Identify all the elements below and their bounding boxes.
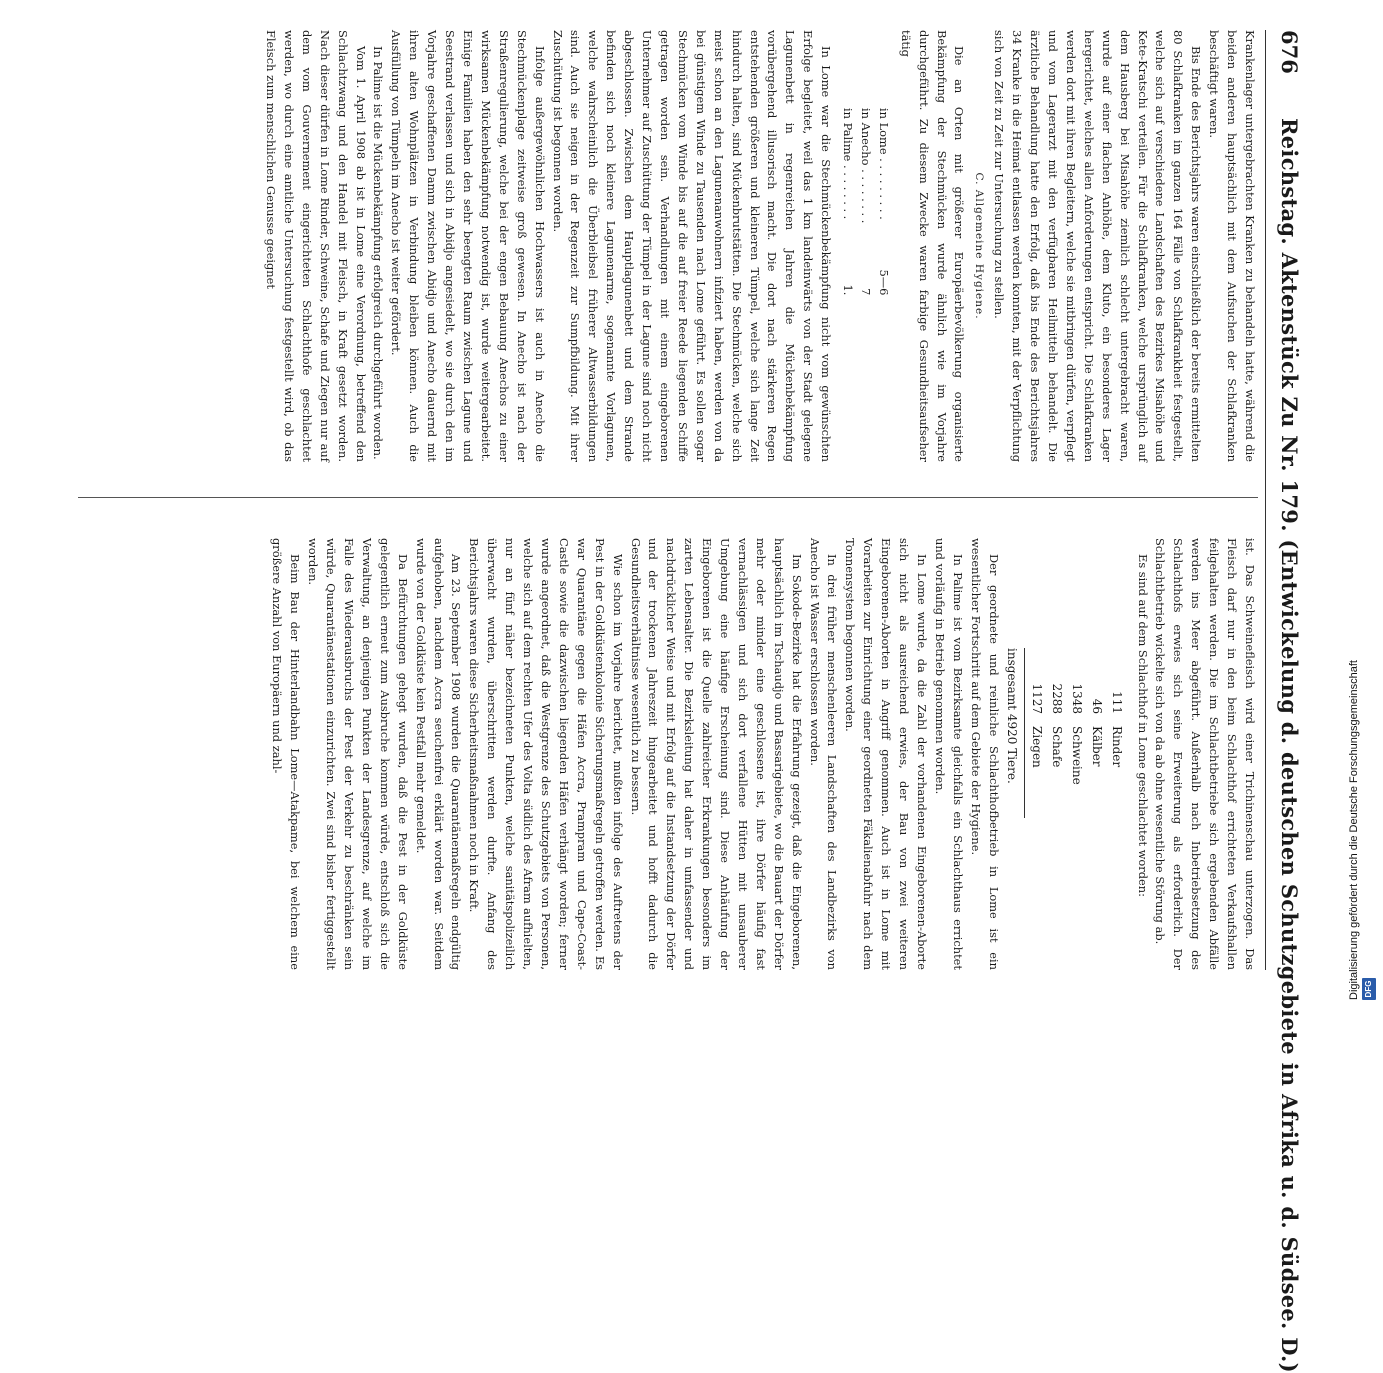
column-divider — [78, 497, 1258, 498]
paragraph: ist. Das Schweinefleisch wird einer Trichinenschau unterzogen. Das Fleisch darf nur in den beim Schlachthof errichteten Verkaufshallen feilgehalten werden. Die im Schlachtbetriebe sich ergebenden Abfälle werden ins Meer abgeführt. Außerhalb nach Inbetriebsetzung des Schlachthofs erwies sich seine Erweiterung als erforderlich. Der Schlachtbetrieb wickelte sich von da ab ohne wesentliche Störung ab. — [1153, 538, 1257, 970]
rotated-page — [30, 0, 1320, 1373]
table-row — [1067, 658, 1087, 791]
paragraph: Vom 1. April 1908 ab ist in Lome eine Verordnung, betreffend den Schlachtzwang und den Handel mit Fleisch, in Kraft gesetzt worden. Nach dieser dürfen in Lome Rinder, Schweine, Schafe und Ziegen nur auf dem vom Gouvernement eingerichteten Schlachthofe geschlachtet werden, wo durch eine amtliche Untersuchung festgestellt wird, ob das Fleisch zum menschlichen Genusse geeignet — [264, 30, 368, 462]
paragraph: Wie schon im Vorjahre berichtet, mußten infolge des Auftretens der Pest in der Goldküstenkolonie Sicherungsmaßregeln getroffen werden. Es war Quarantäne gegen die Häfen Accra, Prampram und Cape-Coast-Castle sowie die dazwischen liegenden Häfen verhängt worden; ferner wurde angeordnet, daß die Westgrenze des Schutzgebiets von Personen, welche sich auf dem rechten Ufer des Volta südlich des Afram aufhielten, nur an fünf näher bezeichneten Punkten, welche sanitätspolizeilich überwacht wurden, überschritten werden durfte. Anfang des Berichtsjahrs waren diese Sicherheitsmaßnahmen noch in Kraft. — [467, 538, 625, 970]
paragraph: Es sind auf dem Schlachthof in Lome geschlachtet worden: — [1135, 554, 1150, 897]
table-cell-value: 1. — [841, 284, 856, 296]
table-cell-count: 46 — [1089, 698, 1104, 714]
table-cell-place: in Palime . . . . . . . . — [841, 108, 856, 220]
paragraph: Bis Ende des Berichtsjahrs waren einschließlich der bereits ermittelten 80 Schlafkranken im ganzen 164 Fälle von Schlafkrankheit festgestellt, welche sich auf verschiedene Landschaften des Bezirkes Misahöhe und Kete-Kratschi verteilen. Für die Schlafkranken, welche ursprünglich auf dem Hausberg bei Misahöhe ziemlich schlecht untergebracht waren, wurde auf einer flachen Anhöhe, dem Kluto, ein besonderes Lager hergerichtet, welches allen Anforderungen entspricht. Die Schlafkranken werden dort mit ihren Begleitern, welche sie mitbringen dürfen, verpflegt und vom Lagerarzt mit den verfügbaren Heilmitteln behandelt. Die ärztliche Behandlung hatte den Erfolg, daß bis Ende des Berichtsjahres 34 Kranke in die Heimat entlassen werden konnten, mit der Verpflichtung sich von Zeit zu Zeit zur Untersuchung zu stellen. — [992, 30, 1204, 462]
paragraph: Beim Bau der Hinterlandbahn Lome—Atakpame, bei welchem eine größere Anzahl von Europäern und zahl- — [270, 538, 303, 970]
right-column — [268, 538, 1259, 970]
page-title: Reichstag. Aktenstück Zu Nr. 179. (Entwickelung d. deutschen Schutzgebiete in Afrika u. d. Südsee. D.) — [1277, 118, 1302, 1373]
footer-inner — [1344, 0, 1383, 1000]
table-cell-animal: Kälber — [1089, 726, 1104, 767]
table-cell-count: 111 — [1109, 691, 1124, 714]
paragraph: In Lome war die Stechmückenbekämpfung nicht vom gewünschten Erfolge begleitet, weil das 1 km landeinwärts von der Stadt gelegene Lagunenbett in regenreichen Jahren die Mückenbekämpfung vorübergehend illusorisch macht. Die dort nach stärkeren Regen entstehenden größeren und kleineren Tümpel, welche sich lange Zeit hindurch halten, sind Mückenbrutstätten. Die Stechmücken, welche sich meist schon an den Lagunenanwohnern infiziert haben, werden von da bei günstigem Winde zu Tausenden nach Lome geführt. Es sollen sogar Stechmücken vom Winde bis auf die auf freier Reede liegenden Schiffe getragen worden sein. Verhandlungen mit einem eingeborenen Unternehmer auf Zuschüttung der Tümpel in der Lagune sind noch nicht abgeschlossen. Zwischen dem Hauptlagunenbett und dem Strande befinden sich noch kleinere Lagunenarme, sogenannte Vorlagunen, welche wahrscheinlich die Überbleibsel früherer Altwasserbildungen sind. Auch sie neigen in der Regenzeit zur Sumpfbildung. Mit ihrer Zuschüttung ist begonnen worden. — [550, 30, 834, 462]
paragraph: Infolge außergewöhnlichen Hochwassers ist auch in Anecho die Stechmückenplage zeitweise groß gewesen. In Anecho ist nach der Straßenregulierung, welche bei der engen Bebauung Anechos zu einer wirksamen Mückenbekämpfung notwendig ist, wurde weitergearbeitet. Einige Familien haben den sehr beengten Raum zwischen Lagune und Seestrand verlassen und sich in Abidjo angesiedelt, wo sie durch den im Vorjahre geschaffenen Damm zwischen Abidjo und Anecho dauernd mit ihren alten Wohnplätzen in Verbindung bleiben können. Auch die Ausfüllung von Tümpeln im Anecho ist weiter gefördert. — [389, 30, 547, 462]
table-cell-place: in Lome . . . . . . . . . — [876, 108, 891, 220]
table-row — [874, 102, 892, 301]
slaughter-table — [1027, 658, 1127, 791]
paragraph: In drei früher menschenleeren Landschaften des Landbezirks von Anecho ist Wasser erschlossen worden. — [807, 538, 840, 970]
table-row — [856, 102, 874, 301]
table-cell-place: in Anecho . . . . . . . . — [858, 108, 873, 224]
health-inspector-table — [838, 102, 892, 301]
page-header — [1268, 30, 1302, 1373]
paragraph: Die an Orten mit größerer Europäerbevölkerung organisierte Bekämpfung der Stechmücken wurde ähnlich wie im Vorjahre durchgeführt. Zu diesem Zwecke waren farbige Gesundheitsaufseher tätig — [898, 30, 967, 462]
table-cell-animal: Schafe — [1049, 726, 1064, 768]
paragraph: Da Befürchtungen gehegt wurden, daß die Pest in der Goldküste gelegentlich erneut zum Ausbruche kommen würde, entschloß sich die Verwaltung, an denjenigen Punkten der Landesgrenze, auf welche im Falle des Wiederausbruchs der Pest der Verkehr zu beschränken sein würde, Quarantänestationen einzurichten. Zwei sind bisher fertiggestellt worden. — [306, 538, 410, 970]
paragraph: In Palime ist vom Bezirksamte gleichfalls ein Schlachthaus errichtet und vorläufig in Betrieb genommen worden. — [932, 538, 965, 970]
paragraph: In Palime ist die Mückenbekämpfung erfolgreich durchgeführt worden. — [371, 46, 386, 460]
paragraph: Im Sokode-Bezirke hat die Erfahrung gezeigt, daß die Eingeborenen, hauptsächlich im Tschaudjo und Bassarigebiete, wo die Bauart der Dörfer mehr oder minder eine geschlossene ist, ihre Dörfer häufig fast vernachlässigen und sich dort verfallene Hütten mit unsauberer Umgebung eine häufige Erscheinung sind. Diese Anhäufung der Eingeborenen ist die Quelle zahlreicher Erkrankungen besonders im zarten Lebensalter. Die Bezirksleitung hat daher in umfassender und nachdrücklicher Weise und mit Erfolg auf die Instandsetzung der Dörfer und der trockenen Jahreszeit hingearbeitet und hofft dadurch die Gesundheitsverhältnisse wesentlich zu bessern. — [628, 538, 804, 970]
table-row — [1107, 658, 1127, 791]
paragraph: Der geordnete und reinliche Schlachthofbetrieb in Lome ist ein wesentlicher Fortschritt auf dem Gebiete der Hygiene. — [968, 538, 1001, 970]
paragraph: Am 23. September 1908 wurden die Quarantänemaßregeln endgültig aufgehoben, nachdem Accra seuchenfrei erklärt worden war. Seitdem wurde von der Goldküste kein Pestfall mehr gemeldet. — [413, 538, 464, 970]
table-cell-count: 1348 — [1069, 683, 1084, 714]
table-row — [838, 102, 856, 301]
funding-note: Digitalisierung gefördert durch die Deutsche Forschungsgemeinschaft — [1348, 660, 1360, 1000]
paragraph: In Lome wurde, da die Zahl der vorhandenen Eingeborenen-Aborte sich nicht als ausreichend erwies, der Bau von zwei weiteren Eingeborenen-Aborten in Angriff genommen. Auch ist in Lome mit Vorarbeiten zur Einrichtung einer geordneten Fäkalienabfuhr nach dem Tonnensystem begonnen worden. — [843, 538, 930, 970]
table-cell-animal: Schweine — [1069, 726, 1084, 785]
table-cell-count: 2288 — [1049, 683, 1064, 714]
paragraph: Krankenlager untergebrachten Kranken zu behandeln hatte, während die beiden anderen hauptsächlich mit dem Aufsuchen der Schlafkranken beschäftigt waren. — [1207, 30, 1257, 462]
page-number: 676 — [1277, 30, 1302, 74]
left-column — [261, 30, 1258, 462]
digitization-footer — [1338, 0, 1378, 1000]
table-cell-count: 1127 — [1029, 683, 1044, 714]
table-cell-animal: Ziegen — [1029, 726, 1044, 768]
table-row — [1047, 658, 1067, 791]
slaughter-total: insgesamt 4920 Tiere. — [1002, 648, 1025, 818]
header-rule — [1265, 30, 1266, 970]
table-row — [1027, 658, 1047, 791]
table-cell-animal: Rinder — [1109, 726, 1124, 768]
dfg-logo: DFG — [1362, 978, 1376, 1000]
section-heading: C. Allgemeine Hygiene. — [973, 172, 986, 320]
table-row — [1087, 658, 1107, 791]
table-cell-value: 7 — [858, 288, 873, 296]
table-cell-value: 5—6 — [876, 269, 891, 296]
